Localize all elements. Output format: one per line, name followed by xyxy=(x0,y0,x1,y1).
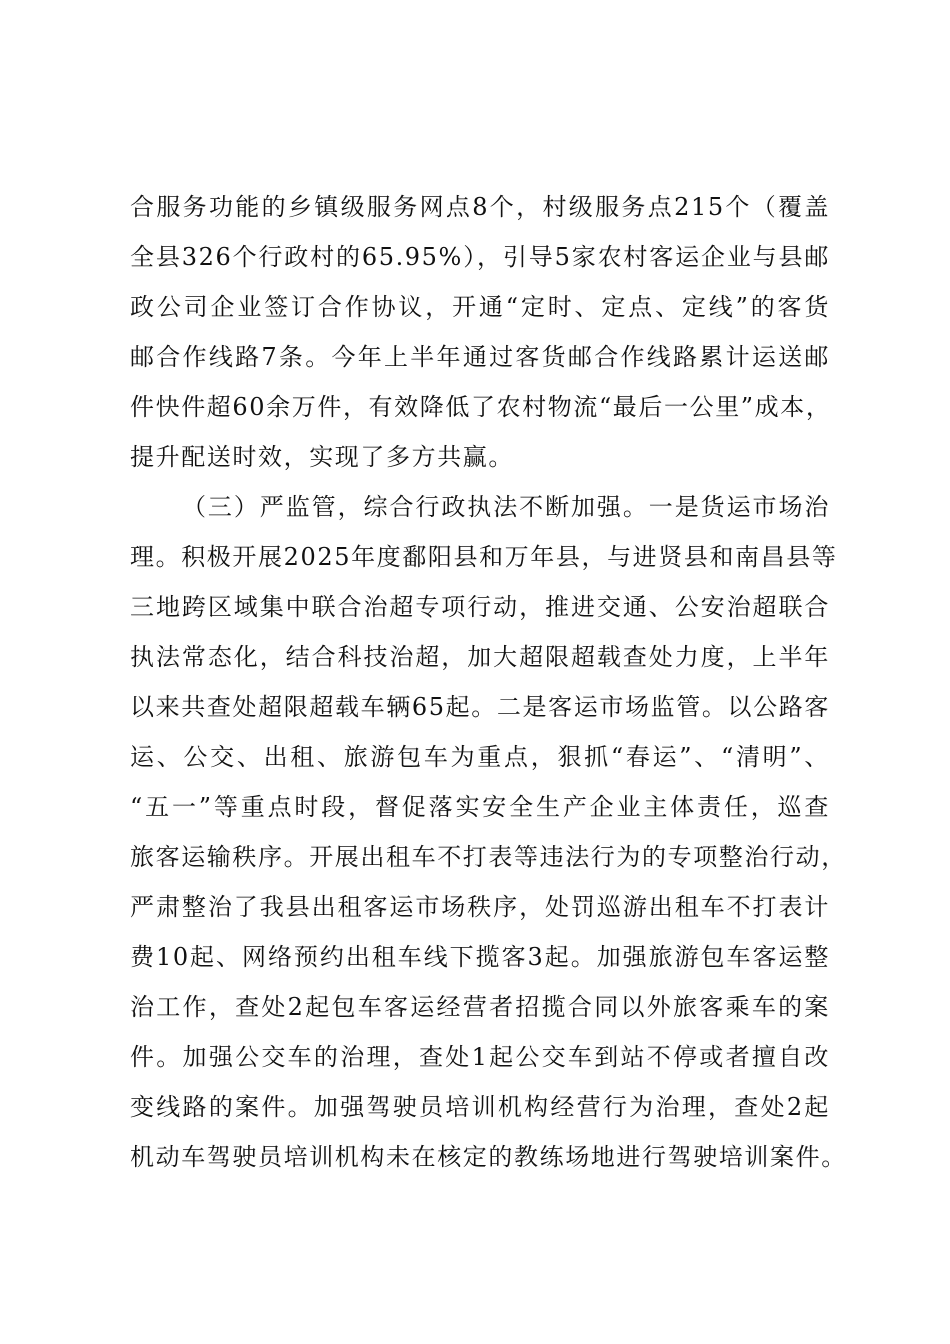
text-line-2: 全县326个行政村的65.95%），引导5家农村客运企业与县邮 xyxy=(130,243,830,271)
text-line-9: 三地跨区域集中联合治超专项行动，推进交通、公安治超联合 xyxy=(130,593,830,621)
text-line-7: （三）严监管，综合行政执法不断加强。一是货运市场治 xyxy=(182,493,830,521)
text-line-14: 旅客运输秩序。开展出租车不打表等违法行为的专项整治行动， xyxy=(130,843,847,871)
text-line-1: 合服务功能的乡镇级服务网点8个，村级服务点215个（覆盖 xyxy=(130,193,830,221)
text-line-8: 理。积极开展2025年度鄱阳县和万年县，与进贤县和南昌县等 xyxy=(130,543,838,571)
text-line-15: 严肃整治了我县出租客运市场秩序，处罚巡游出租车不打表计 xyxy=(130,893,830,921)
text-line-13: “五一”等重点时段，督促落实安全生产企业主体责任，巡查 xyxy=(130,793,830,821)
text-line-20: 机动车驾驶员培训机构未在核定的教练场地进行驾驶培训案件。 xyxy=(130,1143,847,1171)
text-line-3: 政公司企业签订合作协议，开通“定时、定点、定线”的客货 xyxy=(130,293,830,321)
text-line-16: 费10起、网络预约出租车线下揽客3起。加强旅游包车客运整 xyxy=(130,943,830,971)
text-line-5: 件快件超60余万件，有效降低了农村物流“最后一公里”成本， xyxy=(130,393,832,421)
text-line-11: 以来共查处超限超载车辆65起。二是客运市场监管。以公路客 xyxy=(130,693,830,721)
text-line-19: 变线路的案件。加强驾驶员培训机构经营行为治理，查处2起 xyxy=(130,1093,830,1121)
text-line-10: 执法常态化，结合科技治超，加大超限超载查处力度，上半年 xyxy=(130,643,830,671)
text-line-4: 邮合作线路7条。今年上半年通过客货邮合作线路累计运送邮 xyxy=(130,343,830,371)
text-line-6: 提升配送时效，实现了多方共赢。 xyxy=(130,443,514,471)
text-line-18: 件。加强公交车的治理，查处1起公交车到站不停或者擅自改 xyxy=(130,1043,830,1071)
text-line-12: 运、公交、出租、旅游包车为重点，狠抓“春运”、“清明”、 xyxy=(130,743,830,771)
text-line-17: 治工作，查处2起包车客运经营者招揽合同以外旅客乘车的案 xyxy=(130,993,830,1021)
